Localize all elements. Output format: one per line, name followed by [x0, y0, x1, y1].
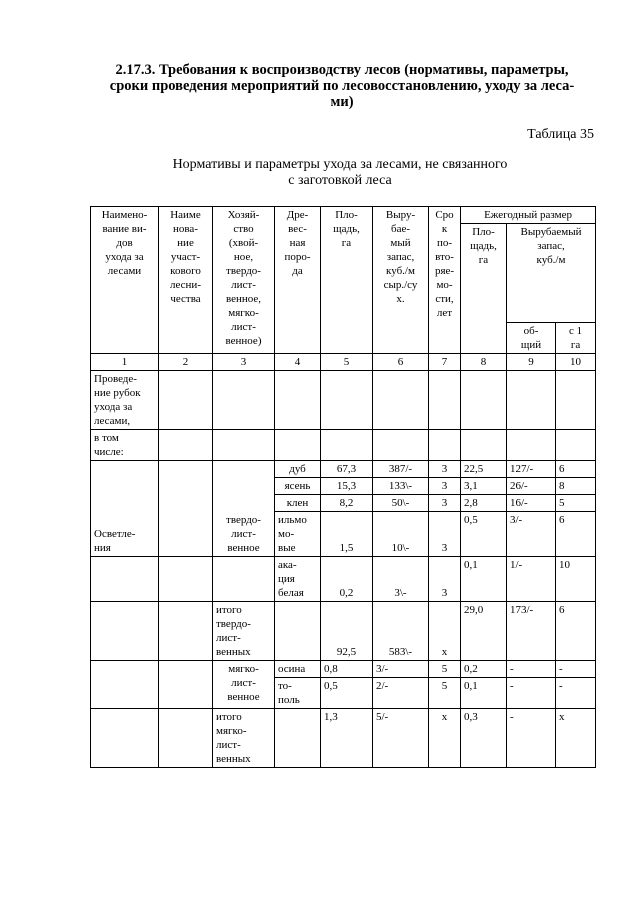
species-cell: осина	[275, 661, 321, 678]
annual-area-cell: 2,8	[461, 495, 507, 512]
header-area: Пло- щадь, га	[321, 207, 373, 354]
table-row-aspen	[91, 661, 596, 678]
period-cell: 5	[429, 661, 461, 678]
table-caption	[140, 157, 540, 189]
annual-area-cell: 3,1	[461, 478, 507, 495]
annual-per-ha-cell: 6	[556, 602, 596, 661]
row-softwood: мягко- лист- венное	[213, 661, 275, 709]
annual-total-cell: 26/-	[507, 478, 556, 495]
header-cut-volume: Выру- бае- мый запас, куб./м сыр./су х.	[373, 207, 429, 354]
header-care-type: Наимено- вание ви- дов ухода за лесами	[91, 207, 159, 354]
col-num: 2	[159, 354, 213, 371]
annual-area-cell: 0,5	[461, 512, 507, 557]
area-cell: 67,3	[321, 461, 373, 478]
area-cell: 1,5	[321, 512, 373, 557]
annual-per-ha-cell: 5	[556, 495, 596, 512]
period-cell: 3	[429, 557, 461, 602]
species-cell: клен	[275, 495, 321, 512]
annual-area-cell: 0,2	[461, 661, 507, 678]
annual-per-ha-cell: 6	[556, 512, 596, 557]
header-row-1	[91, 207, 596, 224]
annual-total-cell: -	[507, 678, 556, 709]
column-numbers-row	[91, 354, 596, 371]
col-num: 6	[373, 354, 429, 371]
section-heading-line-3: ми)	[330, 94, 354, 110]
header-repeat-period: Сро к по- вто- ряе- мо- сти, лет	[429, 207, 461, 354]
row-cleaning: Осветле- ния	[91, 461, 159, 557]
volume-cell: 10\-	[373, 512, 429, 557]
table-row-hardwood-total	[91, 602, 596, 661]
row-hardwood: твердо- лист- венное	[213, 461, 275, 557]
subtotal-label: итого мягко- лист- венных	[213, 709, 275, 768]
area-cell: 0,5	[321, 678, 373, 709]
period-cell: 3	[429, 512, 461, 557]
col-num: 7	[429, 354, 461, 371]
table-caption-line-2: с заготовкой леса	[288, 173, 392, 188]
period-cell: 3	[429, 461, 461, 478]
species-cell: то- поль	[275, 678, 321, 709]
annual-per-ha-cell: 6	[556, 461, 596, 478]
area-cell: 92,5	[321, 602, 373, 661]
annual-total-cell: -	[507, 709, 556, 768]
header-species: Дре- вес- ная поро- да	[275, 207, 321, 354]
annual-per-ha-cell: -	[556, 678, 596, 709]
table-row	[91, 371, 596, 430]
table-label: Таблица 35	[527, 127, 594, 142]
area-cell: 0,8	[321, 661, 373, 678]
row-thinning-title: Проведе- ние рубок ухода за лесами,	[91, 371, 159, 430]
volume-cell: 387/-	[373, 461, 429, 478]
period-cell: х	[429, 709, 461, 768]
header-management: Хозяй- ство (хвой- ное, твердо- лист- венное, мягко- лист- венное)	[213, 207, 275, 354]
annual-total-cell: 3/-	[507, 512, 556, 557]
header-per-hectare: с 1 га	[556, 323, 596, 354]
annual-area-cell: 29,0	[461, 602, 507, 661]
row-including: в том числе:	[91, 430, 159, 461]
species-cell: ильмо мо- вые	[275, 512, 321, 557]
annual-per-ha-cell: -	[556, 661, 596, 678]
species-cell: дуб	[275, 461, 321, 478]
annual-total-cell: -	[507, 661, 556, 678]
annual-total-cell: 1/-	[507, 557, 556, 602]
annual-total-cell: 127/-	[507, 461, 556, 478]
table-row	[91, 430, 596, 461]
volume-cell: 3\-	[373, 557, 429, 602]
section-heading-line-1: 2.17.3. Требования к воспроизводству лесов (нормативы, параметры,	[115, 62, 569, 78]
area-cell: 1,3	[321, 709, 373, 768]
annual-area-cell: 22,5	[461, 461, 507, 478]
subtotal-label: итого твердо- лист- венных	[213, 602, 275, 661]
volume-cell: 133\-	[373, 478, 429, 495]
volume-cell: 50\-	[373, 495, 429, 512]
header-annual-cut-volume: Вырубаемый запас, куб./м	[507, 224, 596, 323]
table-row-softwood-total	[91, 709, 596, 768]
col-num: 4	[275, 354, 321, 371]
section-heading	[88, 62, 596, 110]
col-num: 5	[321, 354, 373, 371]
period-cell: х	[429, 602, 461, 661]
col-num: 9	[507, 354, 556, 371]
annual-area-cell: 0,1	[461, 557, 507, 602]
header-forestry-district: Наиме нова- ние участ- кового лесни- чества	[159, 207, 213, 354]
table-row-oak	[91, 461, 596, 478]
area-cell: 8,2	[321, 495, 373, 512]
col-num: 10	[556, 354, 596, 371]
period-cell: 3	[429, 495, 461, 512]
annual-total-cell: 173/-	[507, 602, 556, 661]
col-num: 8	[461, 354, 507, 371]
area-cell: 15,3	[321, 478, 373, 495]
table-caption-line-1: Нормативы и параметры ухода за лесами, не связанного	[172, 157, 508, 172]
species-cell: ака- ция белая	[275, 557, 321, 602]
section-heading-line-2: сроки проведения мероприятий по лесовосстановлению, уходу за леса-	[109, 78, 575, 94]
annual-per-ha-cell: 10	[556, 557, 596, 602]
period-cell: 5	[429, 678, 461, 709]
header-annual-size: Ежегодный размер	[461, 207, 596, 224]
header-total: об- щий	[507, 323, 556, 354]
header-annual-area: Пло- щадь, га	[461, 224, 507, 354]
volume-cell: 583\-	[373, 602, 429, 661]
area-cell: 0,2	[321, 557, 373, 602]
species-cell: ясень	[275, 478, 321, 495]
period-cell: 3	[429, 478, 461, 495]
table-row-acacia	[91, 557, 596, 602]
col-num: 1	[91, 354, 159, 371]
volume-cell: 5/-	[373, 709, 429, 768]
annual-per-ha-cell: х	[556, 709, 596, 768]
care-norms-table	[90, 206, 596, 768]
volume-cell: 3/-	[373, 661, 429, 678]
annual-area-cell: 0,1	[461, 678, 507, 709]
col-num: 3	[213, 354, 275, 371]
volume-cell: 2/-	[373, 678, 429, 709]
annual-per-ha-cell: 8	[556, 478, 596, 495]
annual-area-cell: 0,3	[461, 709, 507, 768]
annual-total-cell: 16/-	[507, 495, 556, 512]
